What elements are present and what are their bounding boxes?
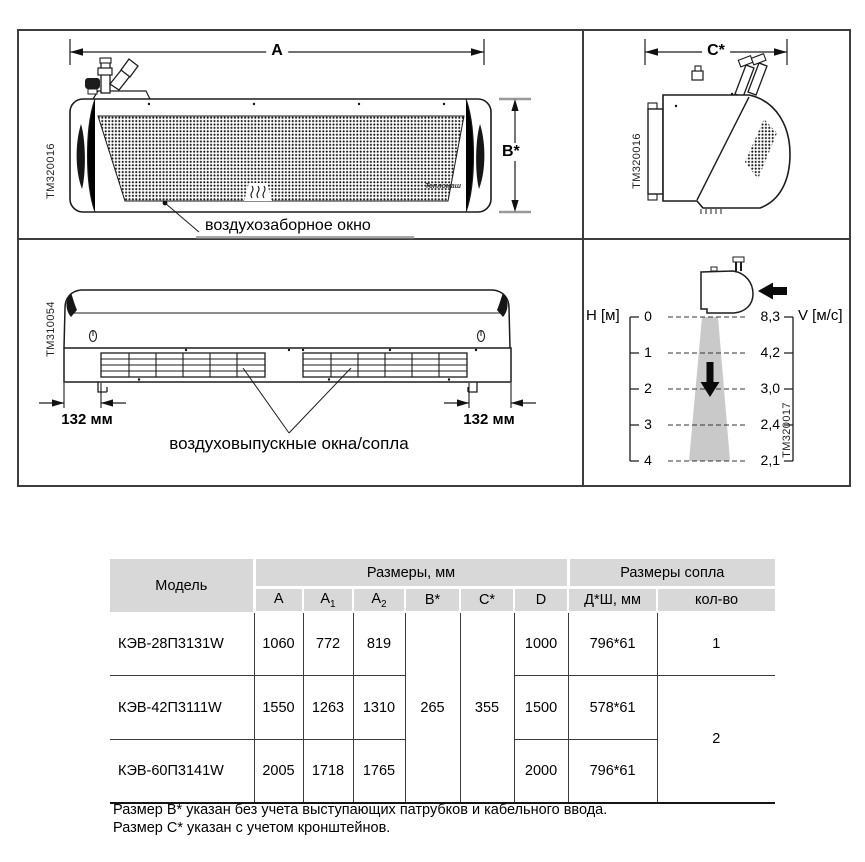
- dimensions-table: [110, 559, 775, 804]
- unit-silhouette: [701, 257, 753, 313]
- a-cell: 1550: [254, 676, 303, 740]
- col-header-a1: $A_1$: [303, 588, 353, 613]
- a2-cell: 1310: [353, 676, 405, 740]
- intake-direction-arrow-icon: [758, 283, 787, 300]
- a-cell: 1060: [254, 612, 303, 676]
- a2-cell: 1765: [353, 740, 405, 804]
- footnotes: [113, 801, 607, 837]
- table-row: [110, 612, 775, 676]
- v-value: 2,1: [760, 452, 780, 468]
- water-pipe: [101, 62, 110, 93]
- col-header-a: A: [254, 588, 303, 613]
- height-axis-label: H [м]: [586, 307, 620, 324]
- drawing-code: ТМ310054: [45, 301, 57, 357]
- col-header-a2: $A_2$: [353, 588, 405, 613]
- count-merged-cell: 2: [657, 676, 775, 804]
- drawings-panel: [17, 29, 851, 487]
- h-tick: 0: [644, 308, 652, 324]
- side-view-quadrant: [584, 31, 849, 240]
- a1-cell: 772: [303, 612, 353, 676]
- nozzle-cell: 796*61: [568, 612, 657, 676]
- a2-cell: 819: [353, 612, 405, 676]
- airflow-diagram: [584, 240, 849, 485]
- nozzle-cell: 578*61: [568, 676, 657, 740]
- v-value: 3,0: [760, 380, 780, 396]
- depth-dim-label: C*: [702, 42, 730, 60]
- front-view-quadrant: [19, 31, 584, 240]
- col-header-b: B*: [405, 588, 460, 613]
- offset-left-label: 132 мм: [61, 411, 113, 428]
- velocity-axis-label: V [м/с]: [798, 307, 843, 324]
- dimensions-group-header: Размеры, мм: [254, 559, 568, 588]
- model-column-header: Модель: [110, 559, 254, 612]
- a1-cell: 1718: [303, 740, 353, 804]
- mounting-bracket: [648, 109, 663, 194]
- model-cell: КЭВ-60П3141W: [110, 740, 254, 804]
- side-view-drawing: [584, 31, 849, 240]
- h-tick: 4: [644, 452, 652, 468]
- c-star-merged-cell: 355: [460, 612, 514, 803]
- h-tick: 2: [644, 380, 652, 396]
- intake-grille: [98, 116, 464, 201]
- count-cell: 1: [657, 612, 775, 676]
- drawing-code: ТМ320016: [631, 133, 643, 189]
- height-dim-label: B*: [502, 143, 520, 160]
- offset-right-label: 132 мм: [463, 411, 515, 428]
- v-value: 4,2: [760, 344, 780, 360]
- nozzle-cell: 796*61: [568, 740, 657, 804]
- drawing-code: ТМ320016: [45, 143, 57, 199]
- width-dim-label: A: [266, 42, 288, 60]
- col-header-nozzle-size: Д*Ш, мм: [568, 588, 657, 613]
- airflow-chart-quadrant: [584, 240, 849, 485]
- brand-logo: Тепломаш: [425, 183, 462, 190]
- bottom-view-quadrant: [19, 240, 584, 485]
- h-tick: 1: [644, 344, 652, 360]
- d-cell: 1500: [514, 676, 568, 740]
- d-cell: 2000: [514, 740, 568, 804]
- col-header-d: D: [514, 588, 568, 613]
- cable-gland: [85, 78, 100, 89]
- col-header-count: кол-во: [657, 588, 775, 613]
- front-view-drawing: [19, 31, 584, 240]
- v-value: 2,4: [760, 416, 780, 432]
- offset-dimensions: [39, 383, 536, 408]
- outlet-windows-label: воздуховыпускные окна/сопла: [169, 434, 409, 453]
- model-cell: КЭВ-28П3131W: [110, 612, 254, 676]
- note-c-star: Размер C* указан с учетом кронштейнов.: [113, 820, 391, 836]
- model-cell: КЭВ-42П3111W: [110, 676, 254, 740]
- b-star-merged-cell: 265: [405, 612, 460, 803]
- a1-cell: 1263: [303, 676, 353, 740]
- note-b-star: Размер B* указан без учета выступающих патрубков и кабельного ввода.: [113, 802, 608, 818]
- v-value: 8,3: [760, 308, 780, 324]
- unit-side-body: [648, 54, 790, 214]
- height-axis: [630, 317, 639, 461]
- nozzle-group-header: Размеры сопла: [568, 559, 775, 588]
- intake-window-label: воздухозаборное окно: [205, 217, 371, 234]
- d-cell: 1000: [514, 612, 568, 676]
- col-header-c: C*: [460, 588, 514, 613]
- h-tick: 3: [644, 416, 652, 432]
- drawing-code: ТМ320017: [781, 402, 793, 458]
- a-cell: 2005: [254, 740, 303, 804]
